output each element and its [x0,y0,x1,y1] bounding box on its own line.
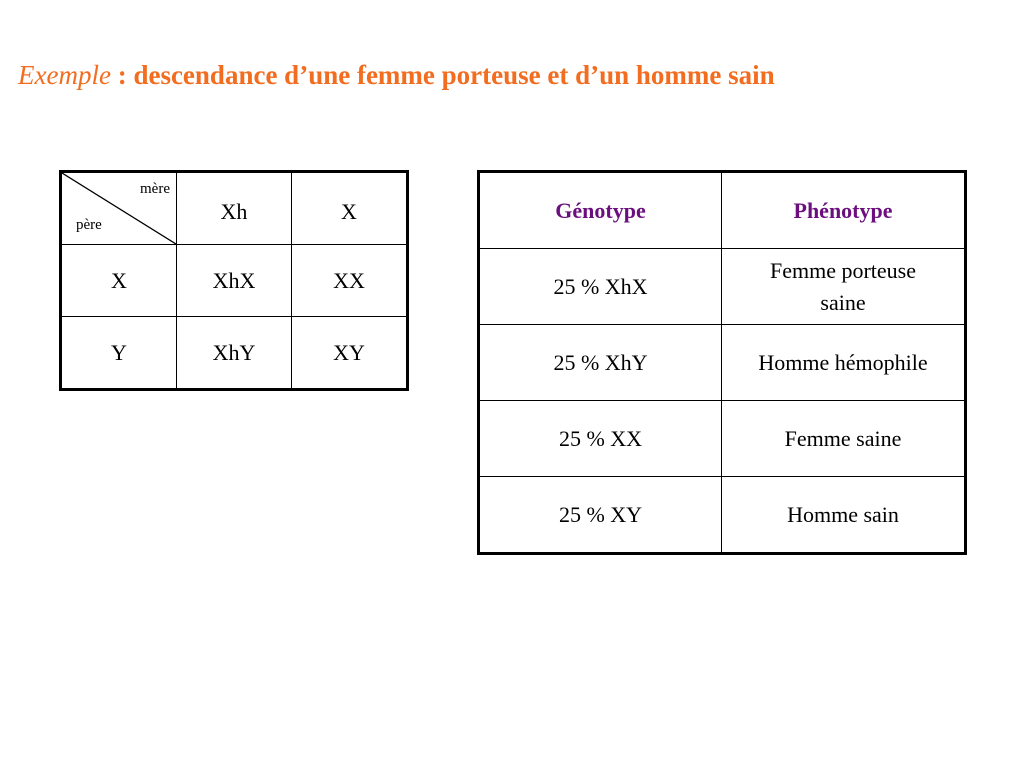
punnett-row [61,317,408,390]
punnett-header-row [61,172,408,245]
table-row [479,249,966,325]
punnett-square [59,170,409,391]
corner-label-father: père [76,217,102,233]
punnett-col-header: Xh [177,172,292,245]
genotype-cell: 25 % XY [479,477,722,554]
punnett-corner-cell [61,172,177,245]
genotype-cell: 25 % XhX [479,249,722,325]
title-text: : descendance d’une femme porteuse et d’un homme sain [110,60,775,90]
punnett-cell: XhX [177,245,292,317]
table-row [479,401,966,477]
phenotype-cell [722,249,966,325]
genotype-cell: 25 % XX [479,401,722,477]
results-table [477,170,967,555]
punnett-row [61,245,408,317]
phenotype-cell: Femme saine [722,401,966,477]
punnett-cell: XX [292,245,408,317]
phenotype-header: Phénotype [722,172,966,249]
genotype-header: Génotype [479,172,722,249]
phenotype-cell: Homme sain [722,477,966,554]
punnett-row-header: Y [61,317,177,390]
results-header-row [479,172,966,249]
phenotype-line: saine [820,289,866,315]
slide-title [18,60,775,91]
corner-label-mother: mère [140,181,170,197]
title-italic: Exemple [18,60,111,90]
phenotype-line: Femme porteuse [769,257,917,283]
punnett-col-header: X [292,172,408,245]
punnett-cell: XY [292,317,408,390]
punnett-row-header: X [61,245,177,317]
punnett-cell: XhY [177,317,292,390]
phenotype-cell: Homme hémophile [722,325,966,401]
table-row [479,325,966,401]
genotype-cell: 25 % XhY [479,325,722,401]
table-row [479,477,966,554]
